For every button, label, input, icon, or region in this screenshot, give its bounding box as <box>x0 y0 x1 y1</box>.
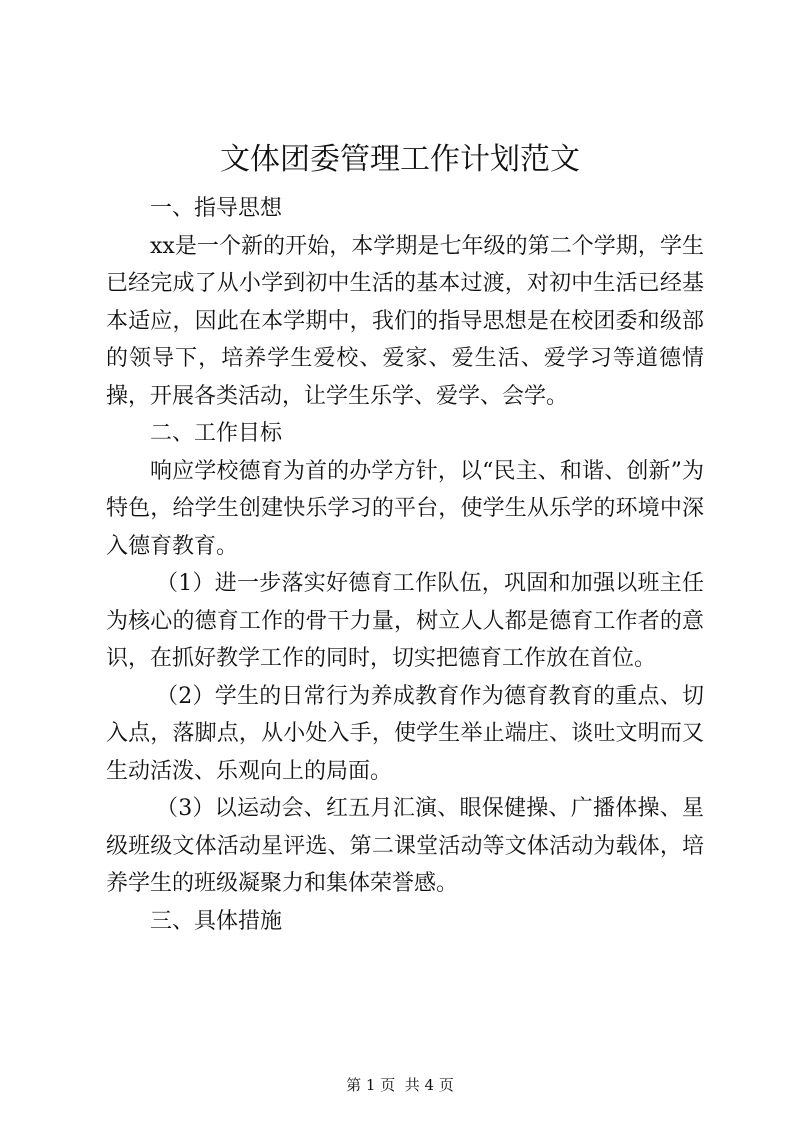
paragraph-work-goals: 响应学校德育为首的办学方针，以“民主、和谐、创新”为特色，给学生创建快乐学习的平台，使学生从乐学的环境中深入德育教育。 <box>106 458 704 559</box>
list-item-goal-1: （1）进一步落实好德育工作队伍，巩固和加强以班主任为核心的德育工作的骨干力量，树立人人都是德育工作者的意识，在抓好教学工作的同时，切实把德育工作放在首位。 <box>106 571 704 671</box>
page-number-footer: 第 1 页 共 4 页 <box>346 1076 454 1094</box>
section-heading-work-goals: 二、工作目标 <box>150 421 283 446</box>
paragraph-guiding-ideology: xx是一个新的开始，本学期是七年级的第二个学期，学生已经完成了从小学到初中生活的基本过渡，对初中生活已经基本适应，因此在本学期中，我们的指导思想是在校团委和级部的领导下，培养学生爱校、爱家、爱生活、爱学习等道德情操，开展各类活动，让学生乐学、爱学、会学。 <box>106 233 704 409</box>
section-heading-guiding-ideology: 一、指导思想 <box>150 196 283 221</box>
list-item-goal-3: （3）以运动会、红五月汇演、眼保健操、广播体操、星级班级文体活动星评选、第二课堂活动等文体活动为载体，培养学生的班级凝聚力和集体荣誉感。 <box>106 796 704 896</box>
section-heading-specific-measures: 三、具体措施 <box>150 908 283 934</box>
list-item-goal-2: （2）学生的日常行为养成教育作为德育教育的重点、切入点，落脚点，从小处入手，使学生举止端庄、谈吐文明而又生动活泼、乐观向上的局面。 <box>106 683 704 784</box>
document-title: 文体团委管理工作计划范文 <box>220 142 580 177</box>
document-body <box>106 190 704 940</box>
